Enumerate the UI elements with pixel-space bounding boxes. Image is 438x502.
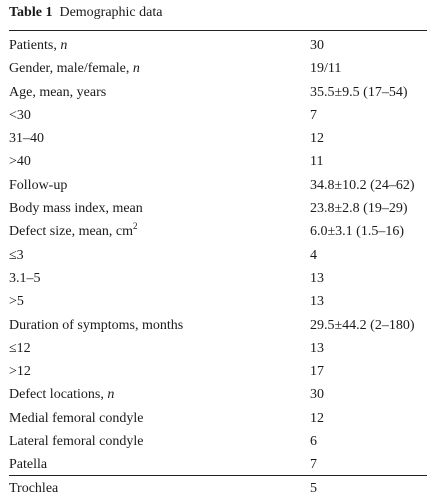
row-label: [9, 434, 143, 450]
row-label-text: Body mass index, mean: [9, 201, 143, 217]
demographic-table: [9, 36, 427, 502]
row-value: 6.0±3.1 (1.5–16): [310, 224, 405, 240]
table-row: [9, 222, 427, 245]
table-row: [9, 316, 427, 339]
table-row: [9, 199, 427, 222]
row-label-text: Follow-up: [9, 177, 68, 193]
row-value: 23.8±2.8 (19–29): [310, 201, 408, 217]
table-label: Table 1: [9, 5, 53, 20]
row-value: 13: [310, 270, 324, 286]
row-value: 6: [310, 434, 317, 450]
row-label: [9, 271, 41, 287]
top-rule: [9, 30, 427, 31]
row-value: 12: [310, 410, 324, 426]
row-value: 35.5±9.5 (17–54): [310, 84, 408, 100]
table-row: [9, 246, 427, 269]
row-label-italic: n: [60, 38, 68, 53]
table-row: [9, 106, 427, 129]
table-row: [9, 432, 427, 455]
table-row: [9, 59, 427, 82]
table-row: [9, 385, 427, 408]
row-label-text: Defect locations,: [9, 387, 108, 403]
table-row: [9, 479, 427, 502]
row-label-text: 31–40: [9, 131, 44, 147]
row-label: [9, 481, 58, 497]
table-row: [9, 129, 427, 152]
row-value: 5: [310, 480, 317, 496]
row-label: [9, 220, 138, 240]
table-row: [9, 152, 427, 175]
table-row: [9, 36, 427, 59]
row-label: [9, 38, 67, 54]
row-label-text: 3.1–5: [9, 270, 41, 286]
table-row: [9, 292, 427, 315]
row-label-text: Patella: [9, 457, 48, 473]
row-value: 7: [310, 107, 317, 123]
table-caption: [9, 5, 162, 21]
row-value: 19/11: [310, 61, 342, 77]
row-label-text: Trochlea: [9, 480, 59, 496]
table-row: [9, 339, 427, 362]
row-value: 13: [310, 340, 324, 356]
row-value: 30: [310, 38, 324, 53]
row-label-text: Medial femoral condyle: [9, 410, 144, 426]
row-label-text: Patients,: [9, 38, 61, 53]
table-row: [9, 83, 427, 106]
row-label-text: Defect size, mean, cm: [9, 224, 133, 240]
row-label: [9, 61, 140, 77]
table-row: [9, 362, 427, 385]
row-label-text: <30: [9, 107, 31, 123]
row-label: [9, 178, 67, 194]
row-label: [9, 411, 144, 427]
row-value: 30: [310, 387, 324, 403]
row-label-text: >40: [9, 154, 31, 170]
row-label: [9, 201, 143, 217]
row-label-text: ≤3: [9, 247, 24, 263]
row-label-text: Duration of symptoms, months: [9, 317, 184, 333]
row-label: [9, 108, 31, 124]
row-value: 13: [310, 294, 324, 310]
row-label: [9, 248, 24, 264]
row-label: [9, 131, 44, 147]
row-label: [9, 318, 183, 334]
row-label-superscript: 2: [133, 220, 138, 231]
row-label: [9, 294, 24, 310]
row-value: 4: [310, 247, 317, 263]
row-value: 7: [310, 457, 317, 473]
table-row: [9, 176, 427, 199]
row-label-text: Gender, male/female,: [9, 61, 133, 77]
row-label: [9, 387, 114, 403]
row-value: 12: [310, 131, 324, 147]
table-row: [9, 409, 427, 432]
table-row: [9, 269, 427, 292]
bottom-rule: [9, 475, 427, 476]
row-label: [9, 457, 47, 473]
row-label-text: ≤12: [9, 340, 31, 356]
row-label-text: >12: [9, 364, 31, 380]
row-label-text: Lateral femoral condyle: [9, 434, 144, 450]
row-value: 34.8±10.2 (24–62): [310, 177, 415, 193]
row-value: 11: [310, 154, 324, 170]
row-value: 29.5±44.2 (2–180): [310, 317, 415, 333]
row-label: [9, 364, 31, 380]
row-value: 17: [310, 364, 324, 380]
row-label: [9, 341, 31, 357]
row-label-text: Age, mean, years: [9, 84, 107, 100]
row-label: [9, 154, 31, 170]
row-label-italic: n: [107, 387, 115, 403]
table-title: Demographic data: [59, 5, 163, 20]
row-label-text: >5: [9, 294, 24, 310]
row-label-italic: n: [132, 61, 140, 77]
row-label: [9, 85, 106, 101]
